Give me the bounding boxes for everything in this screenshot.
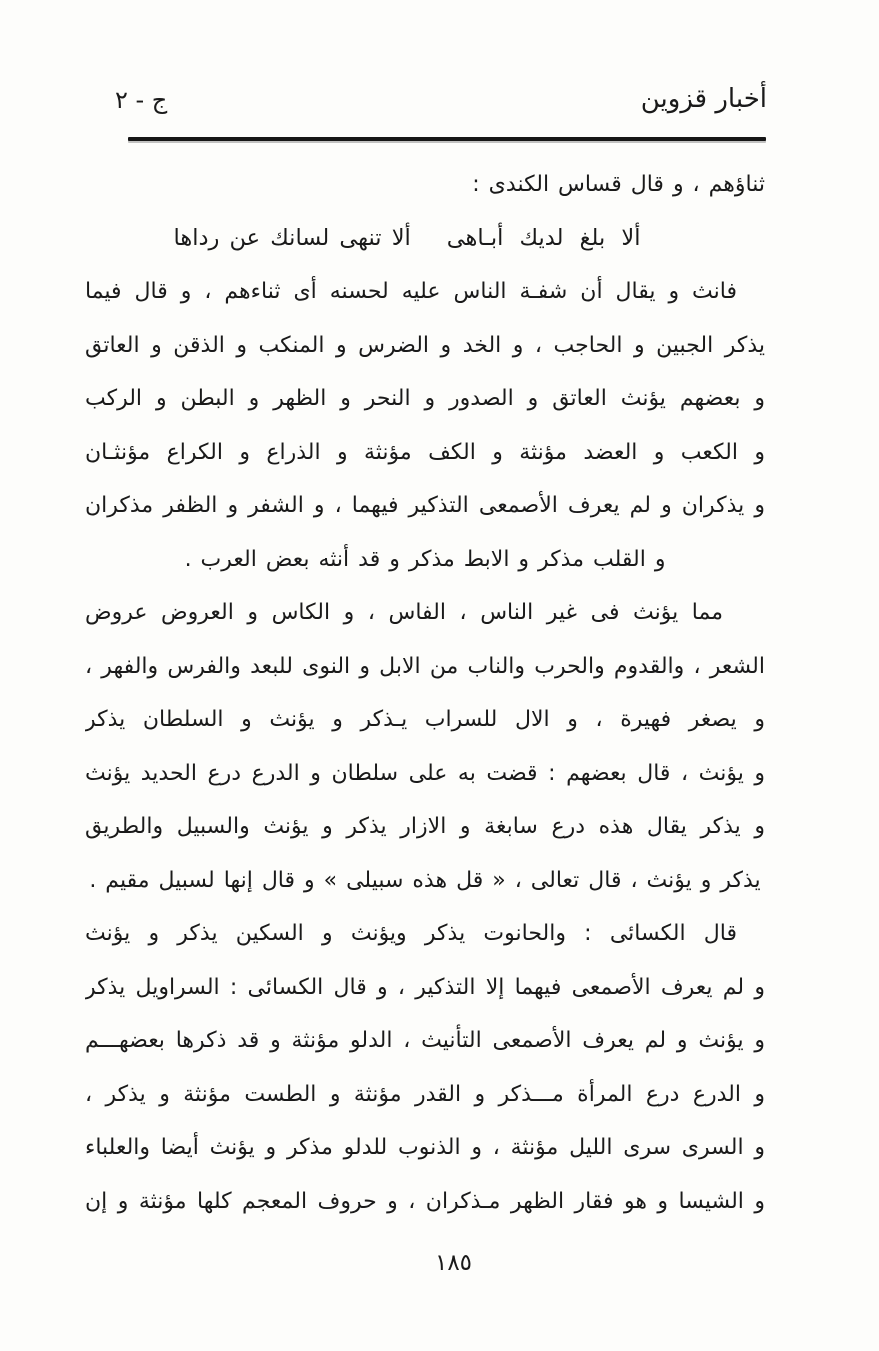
text-line: و الشيسا و هو فقار الظهر مـذكران ، و حروف المعجم كلها مؤنثة و إن [85,1188,765,1214]
text-line: يذكر و يؤنث ، قال تعالى ، « قل هذه سبيلى » و قال إنها لسبيل مقيم . [89,867,761,893]
page-number: ١٨٥ [434,1250,473,1276]
text-line: و السرى سرى الليل مؤنثة ، و الذنوب للدلو مذكر و يؤنث أيضا والعلباء [85,1135,765,1160]
text-line: و يذكر يقال هذه درع سابغة و الازار يذكر و يؤنث والسبيل والطريق [85,814,765,839]
text-line: و يصغر فهيرة ، و الال للسراب يـذكر و يؤنث و السلطان يذكر [85,707,765,732]
text-line: و يؤنث و لم يعرف الأصمعى التأنيث ، الدلو مؤنثة و قد ذكرها بعضهـــم [85,1028,765,1053]
text-line: الشعر ، والقدوم والحرب والناب من الابل و النوى للبعد والفرس والفهر ، [85,653,765,679]
text-line: و لم يعرف الأصمعى فيهما إلا التذكير ، و قال الكسائى : السراويل يذكر [85,974,765,1000]
book-title: أخبار قزوين [640,84,767,114]
text-line: و يؤنث ، قال بعضهم : قضت به على سلطان و الدرع درع الحديد يؤنث [85,760,765,786]
text-line: قال الكسائى : والحانوت يذكر ويؤنث و السكين يذكر و يؤنث [85,921,737,946]
text-line: ثناؤهم ، و قال قساس الكندى : [472,172,765,197]
text-line: و الدرع درع المرأة مـــذكر و القدر مؤنثة و الطست مؤنثة و يذكر ، [85,1081,765,1107]
text-line: يذكر الجبين و الحاجب ، و الخد و الضرس و المنكب و الذقن و العاتق [85,332,765,358]
poem-line [67,212,747,266]
text-body [85,158,765,1228]
header-divider [128,137,766,141]
text-line: مما يؤنث فى غير الناس ، الفاس ، و الكاس و العروض عروض [85,600,723,625]
volume-label: ج - ٢ [115,86,168,114]
page-header [115,84,767,114]
text-line: و الكعب و العضد مؤنثة و الكف مؤنثة و الذراع و الكراع مؤنثـان [85,439,765,465]
text-line: فانث و يقال أن شفـة الناس عليه لحسنه أى ثناءهم ، و قال فيما [85,279,737,304]
poem-hemistich-left: ألا تنهى لسانك عن رداها [173,224,411,251]
poem-hemistich-right: ألا بلغ لديك أبـاهى [446,224,641,251]
text-line: و القلب مذكر و الابط مذكر و قد أنثه بعض العرب . [184,546,666,572]
text-line: و بعضهم يؤنث العاتق و الصدور و النحر و الظهر و البطن و الركب [85,386,765,411]
text-line: و يذكران و لم يعرف الأصمعى التذكير فيهما ، و الشفر و الظفر مذكران [85,493,765,518]
